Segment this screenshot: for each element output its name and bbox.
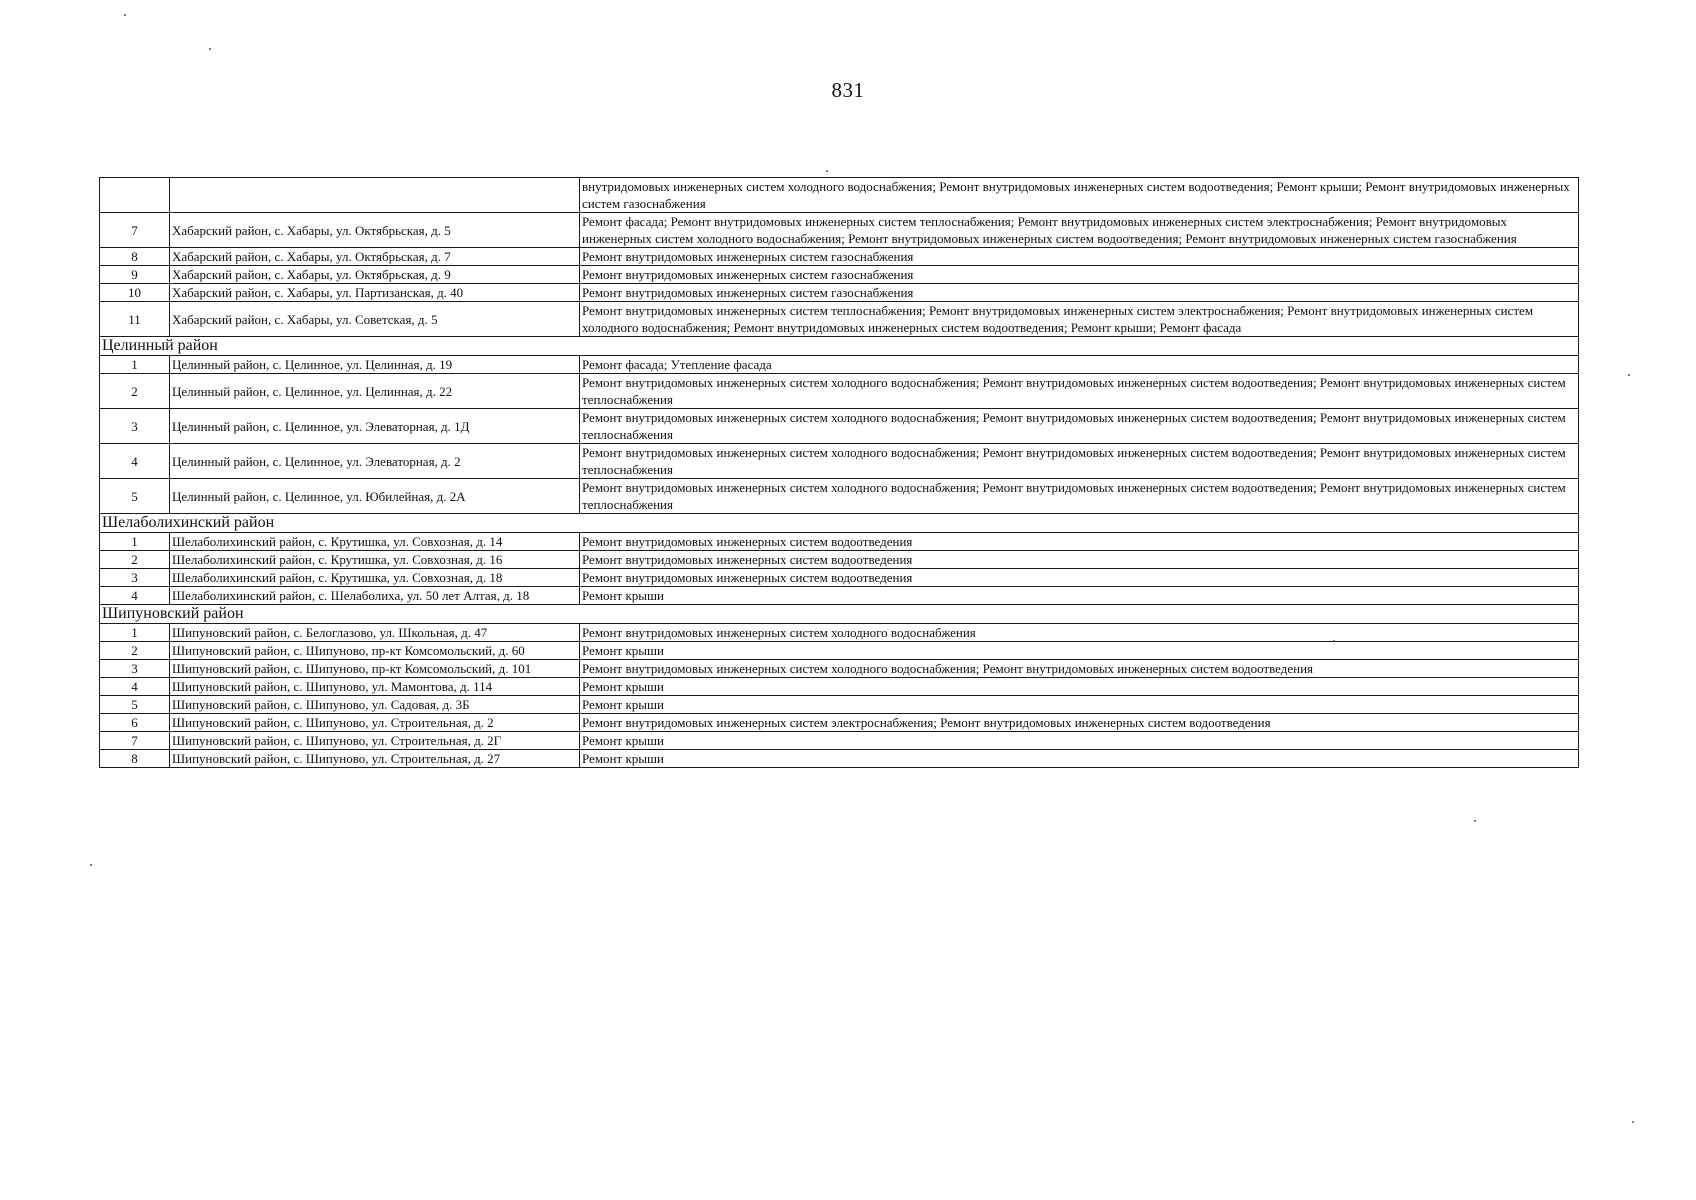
scan-speck <box>1628 374 1630 376</box>
row-number: 3 <box>100 660 170 678</box>
row-number: 4 <box>100 678 170 696</box>
row-works: Ремонт внутридомовых инженерных систем электроснабжения; Ремонт внутридомовых инженерных систем водоотведения <box>580 714 1579 732</box>
row-number: 2 <box>100 374 170 409</box>
row-number: 10 <box>100 284 170 302</box>
row-address: Целинный район, с. Целинное, ул. Элеваторная, д. 1Д <box>170 409 580 444</box>
table-row <box>100 732 1579 750</box>
row-number: 7 <box>100 213 170 248</box>
row-works: Ремонт крыши <box>580 642 1579 660</box>
table-row <box>100 178 1579 213</box>
row-works: Ремонт внутридомовых инженерных систем холодного водоснабжения <box>580 624 1579 642</box>
table-row <box>100 696 1579 714</box>
row-works: Ремонт внутридомовых инженерных систем холодного водоснабжения; Ремонт внутридомовых инженерных систем водоотведения; Ремонт внутридомовых инженерных систем теплоснабжения <box>580 374 1579 409</box>
row-number: 6 <box>100 714 170 732</box>
row-works: Ремонт крыши <box>580 732 1579 750</box>
scan-speck <box>90 864 92 866</box>
scan-speck <box>209 48 211 50</box>
row-works: Ремонт внутридомовых инженерных систем водоотведения <box>580 533 1579 551</box>
repair-table <box>99 177 1579 768</box>
row-address: Хабарский район, с. Хабары, ул. Октябрьская, д. 9 <box>170 266 580 284</box>
row-address <box>170 178 580 213</box>
row-number <box>100 178 170 213</box>
table-row <box>100 624 1579 642</box>
row-works: Ремонт внутридомовых инженерных систем теплоснабжения; Ремонт внутридомовых инженерных систем электроснабжения; Ремонт внутридомовых инженерных систем холодного водоснабжения; Ремонт внутридомовых инженерных систем водоотведения; Ремонт крыши; Ремонт фасада <box>580 302 1579 337</box>
row-address: Шипуновский район, с. Белоглазово, ул. Школьная, д. 47 <box>170 624 580 642</box>
section-header-row <box>100 337 1579 356</box>
scan-speck <box>1632 1121 1634 1123</box>
row-number: 8 <box>100 750 170 768</box>
table-row <box>100 533 1579 551</box>
row-works: Ремонт внутридомовых инженерных систем водоотведения <box>580 569 1579 587</box>
scan-speck <box>826 170 828 172</box>
row-address: Шипуновский район, с. Шипуново, ул. Строительная, д. 2Г <box>170 732 580 750</box>
table-row <box>100 750 1579 768</box>
row-number: 1 <box>100 356 170 374</box>
row-works: Ремонт фасада; Ремонт внутридомовых инженерных систем теплоснабжения; Ремонт внутридомовых инженерных систем электроснабжения; Ремонт внутридомовых инженерных систем холодного водоснабжения; Ремонт внутридомовых инженерных систем водоотведения; Ремонт внутридомовых инженерных систем газоснабжения <box>580 213 1579 248</box>
row-address: Целинный район, с. Целинное, ул. Юбилейная, д. 2А <box>170 479 580 514</box>
row-works: Ремонт внутридомовых инженерных систем газоснабжения <box>580 248 1579 266</box>
row-address: Целинный район, с. Целинное, ул. Элеваторная, д. 2 <box>170 444 580 479</box>
scan-speck <box>124 14 126 16</box>
table-row <box>100 284 1579 302</box>
row-address: Шипуновский район, с. Шипуново, ул. Строительная, д. 2 <box>170 714 580 732</box>
table-row <box>100 302 1579 337</box>
row-address: Целинный район, с. Целинное, ул. Целинная, д. 19 <box>170 356 580 374</box>
table-row <box>100 266 1579 284</box>
row-number: 4 <box>100 444 170 479</box>
row-number: 3 <box>100 569 170 587</box>
table-row <box>100 642 1579 660</box>
table-row <box>100 587 1579 605</box>
table-row <box>100 356 1579 374</box>
table-row <box>100 479 1579 514</box>
row-works: Ремонт внутридомовых инженерных систем водоотведения <box>580 551 1579 569</box>
section-title: Шипуновский район <box>100 605 1579 624</box>
row-address: Хабарский район, с. Хабары, ул. Октябрьская, д. 5 <box>170 213 580 248</box>
table-row <box>100 444 1579 479</box>
row-address: Хабарский район, с. Хабары, ул. Партизанская, д. 40 <box>170 284 580 302</box>
row-works: Ремонт фасада; Утепление фасада <box>580 356 1579 374</box>
row-works: Ремонт крыши <box>580 696 1579 714</box>
row-number: 1 <box>100 624 170 642</box>
row-works: Ремонт внутридомовых инженерных систем холодного водоснабжения; Ремонт внутридомовых инженерных систем водоотведения; Ремонт внутридомовых инженерных систем теплоснабжения <box>580 409 1579 444</box>
row-works: Ремонт внутридомовых инженерных систем холодного водоснабжения; Ремонт внутридомовых инженерных систем водоотведения <box>580 660 1579 678</box>
row-number: 8 <box>100 248 170 266</box>
scan-speck <box>1333 640 1335 642</box>
row-works: Ремонт внутридомовых инженерных систем газоснабжения <box>580 284 1579 302</box>
table-row <box>100 213 1579 248</box>
row-number: 4 <box>100 587 170 605</box>
repair-table-body <box>100 178 1579 768</box>
row-works: Ремонт крыши <box>580 750 1579 768</box>
table-row <box>100 714 1579 732</box>
row-number: 3 <box>100 409 170 444</box>
section-header-row <box>100 514 1579 533</box>
repair-list-document <box>99 177 1578 768</box>
row-address: Шипуновский район, с. Шипуново, пр-кт Комсомольский, д. 60 <box>170 642 580 660</box>
row-works: Ремонт внутридомовых инженерных систем газоснабжения <box>580 266 1579 284</box>
row-address: Шелаболихинский район, с. Крутишка, ул. Совхозная, д. 14 <box>170 533 580 551</box>
row-number: 2 <box>100 551 170 569</box>
row-address: Шипуновский район, с. Шипуново, пр-кт Комсомольский, д. 101 <box>170 660 580 678</box>
section-title: Целинный район <box>100 337 1579 356</box>
table-row <box>100 660 1579 678</box>
row-works: Ремонт крыши <box>580 678 1579 696</box>
row-address: Шипуновский район, с. Шипуново, ул. Мамонтова, д. 114 <box>170 678 580 696</box>
row-number: 7 <box>100 732 170 750</box>
row-works: Ремонт внутридомовых инженерных систем холодного водоснабжения; Ремонт внутридомовых инженерных систем водоотведения; Ремонт внутридомовых инженерных систем теплоснабжения <box>580 444 1579 479</box>
row-address: Хабарский район, с. Хабары, ул. Октябрьская, д. 7 <box>170 248 580 266</box>
table-row <box>100 569 1579 587</box>
row-number: 11 <box>100 302 170 337</box>
scan-speck <box>1474 820 1476 822</box>
table-row <box>100 678 1579 696</box>
row-address: Целинный район, с. Целинное, ул. Целинная, д. 22 <box>170 374 580 409</box>
table-row <box>100 374 1579 409</box>
row-works: Ремонт внутридомовых инженерных систем холодного водоснабжения; Ремонт внутридомовых инженерных систем водоотведения; Ремонт внутридомовых инженерных систем теплоснабжения <box>580 479 1579 514</box>
row-address: Хабарский район, с. Хабары, ул. Советская, д. 5 <box>170 302 580 337</box>
table-row <box>100 248 1579 266</box>
row-address: Шелаболихинский район, с. Шелаболиха, ул. 50 лет Алтая, д. 18 <box>170 587 580 605</box>
page-number: 831 <box>831 78 865 102</box>
row-works: внутридомовых инженерных систем холодного водоснабжения; Ремонт внутридомовых инженерных систем водоотведения; Ремонт крыши; Ремонт внутридомовых инженерных систем газоснабжения <box>580 178 1579 213</box>
row-address: Шипуновский район, с. Шипуново, ул. Садовая, д. 3Б <box>170 696 580 714</box>
section-header-row <box>100 605 1579 624</box>
table-row <box>100 551 1579 569</box>
row-address: Шелаболихинский район, с. Крутишка, ул. Совхозная, д. 16 <box>170 551 580 569</box>
row-number: 2 <box>100 642 170 660</box>
section-title: Шелаболихинский район <box>100 514 1579 533</box>
table-row <box>100 409 1579 444</box>
row-number: 5 <box>100 696 170 714</box>
row-address: Шипуновский район, с. Шипуново, ул. Строительная, д. 27 <box>170 750 580 768</box>
row-number: 5 <box>100 479 170 514</box>
row-address: Шелаболихинский район, с. Крутишка, ул. Совхозная, д. 18 <box>170 569 580 587</box>
row-works: Ремонт крыши <box>580 587 1579 605</box>
row-number: 9 <box>100 266 170 284</box>
row-number: 1 <box>100 533 170 551</box>
